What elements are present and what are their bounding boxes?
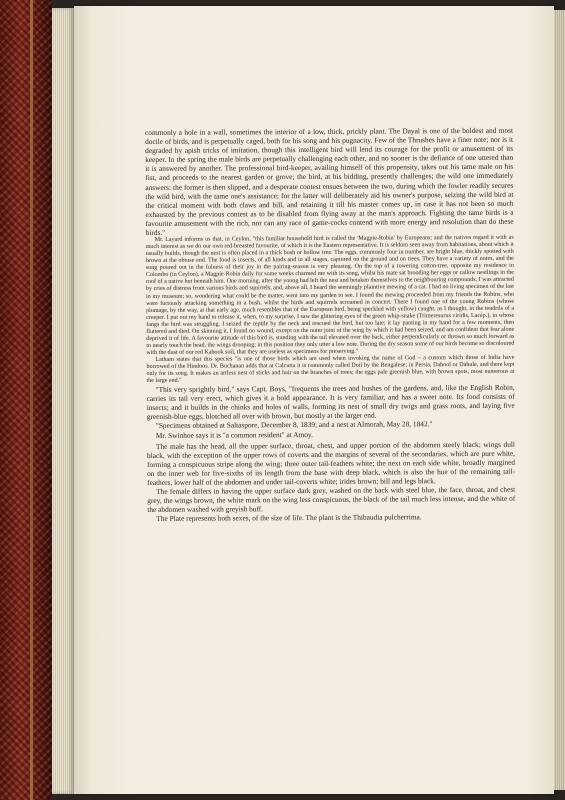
page-edges-left [52, 8, 74, 794]
binding-gilt-line [30, 0, 33, 800]
paragraph-specimens: "Specimens obtained at Saltaspore, December 8, 1839; and a nest at Almorah, May 28, 1842." [155, 419, 433, 431]
paragraph-boys: "This very sprightly bird," says Capt. Boys, "frequents the trees and bushes of the gardens, and, like the English Robin, carries its tail very erect, which gives it a bold appearance. It is very familiar, and has a sweet note. Its food consists of insects; and it builds in the chinks and holes of walls, forming its nest of small dry twigs and grass roots, and laying five greenish-blue eggs, blotched all over with brown, but mostly at the larger end. [146, 382, 515, 422]
paragraph-female-description: The female differs in having the upper surface dark grey, washed on the back with steel blue, the face, throat, and chest grey, the wings brown, the white mark on the wing less conspicuous, the black of the tail much less intense, and the white of the abdomen washed with greyish buff. [147, 484, 516, 515]
body-text [145, 126, 515, 524]
book-binding [0, 0, 52, 800]
page-edges-right [554, 10, 565, 790]
paragraph-male-description: The male has the head, all the upper surface, throat, chest, and upper portion of the abdomen steely black; wings dull black, with the exception of the upper rows of coverts and the margins of several of the secondaries, which are pure white, forming a conspicuous stripe along the wing; three outer tail-feathers white; the next on each side white, broadly margined on the inner web for five-sixths of its length from the base with deep black, which is also the hue of the remaining tail-feathers, lower half of the abdomen and under tail-coverts white; irides brown; bill and legs black. [146, 439, 516, 488]
paragraph-layard-ceylon: Mr. Layard informs us that, in Ceylon, "this familiar household bird is called the 'Magpie-Robin' by Europeans; and the natives regard it with as much interest as we do our own red-breasted favourite, of which it is the Eastern representative. It is seldom seen away from habitations, about which it usually builds, though the nest is often placed in a thick bush or hollow tree. The eggs, commonly four in number, are bright blue, thickly spotted with brown at the obtuse end. The food is insects, of all kinds and in all stages, captured on the ground and on trees. They have a variety of notes, and the song poured out in the fulness of their joy in the pairing-season is very pleasing. On the top of a towering cotton-tree, opposite my residence in Colombo (in Ceylon), a Magpie-Robin daily for some weeks charmed me with its song, whilst his mate sat brooding her eggs or callow nestlings in the roof of a native hut beneath him. One morning, after the young had left the nest and betaken themselves to the neighbouring compounds, I was attracted by cries of distress from various birds and squirrels, and, above all, I heard the seemingly plaintive mewing of a cat. I had no living specimen of the last in my museum; so, wondering what could be the matter, went into my garden to see. I found the mewing proceeded from my friends the Robins, who were furiously attacking something in a bush, whilst the birds and squirrels screamed in concert. There I found one of the young Robins (whose plumage, by the way, at that early age, much resembles that of the European bird, being speckled with yellow) caught, as I thought, in the tendrils of a creeper. I put out my hand to release it, when, to my surprise, I saw the glittering eyes of the green whip-snake (Trimeresurus viridis, Lacép.), in whose fangs the bird was struggling. I seized the reptile by the neck and rescued the bird, but too late; it lay panting in my hand for a few moments, then fluttered and died. On skinning it, I found no wound, except on the outer joint of the wing by which it had been seized, and am confident that fear alone deprived it of life. A favourite attitude of this bird is, standing with the tail elevated over the back, either perpendicularly or thrown so much forward as to nearly touch the head, the wings drooping; in this position they only utter a low note. During the dry season some of our birds become so discoloured with the dust of our red Kabook soil, that they are useless as specimens for preserving." [145, 234, 515, 356]
paragraph-plate-note: The Plate represents both sexes, of the size of life. The plant is the Thibaudia pulcherrima. [156, 512, 422, 524]
paragraph-latham: Latham states that this species "is one of those birds which are used when invoking the name of God – a custom which those of India have borrowed of the Hindoos. Dr. Buchanan adds that at Calcutta it is commonly called Doil by the Bengalese; in Persia, Dahool or Dahule, and there kept only for its song. It makes an artless nest of sticks and hair on the branches of trees; the eggs pale greenish blue, with brown spots, most numerous at the large end." [146, 354, 515, 385]
paragraph-swinhoe: Mr. Swinhoe says it is "a common resident" at Amoy. [155, 429, 313, 440]
paragraph-dayal-fighting: commonly a hole in a wall, sometimes the interior of a low, thick, prickly plant. The Dayal is one of the boldest and most docile of birds, and is perpetually caged, both for his song and his pugnacity. Few of the Thrushes have a finer note; nor is it degraded by apish tricks of imitation, though this intelligent bird will lend its courage for the profit or amusement of its keeper. In the spring the male birds are perpetually challenging each other, and no sooner is the defiance of one uttered than it is answered by another. The professional bird-keeper, availing himself of this propensity, takes out his tame male on his fist, and proceeds to the nearest garden or grove; the bird, at his bidding, presently challenges; the wild one immediately answers: the former is then slipped, and a desperate contest ensues between the two, during which the fowler readily secures the wild bird, with the tame one's assistance; for the latter will deliberately aid his owner's purpose, seizing the wild bird at the critical moment with both claws and bill, and retaining it till his master comes up, in case it has not been so much exhausted by the previous contest as to be disabled from flying away at the man's approach. Fighting the tame birds is a favourite amusement with the rich, nor can any race of game-cocks contend with more energy and resolution than do these birds." [145, 125, 514, 238]
